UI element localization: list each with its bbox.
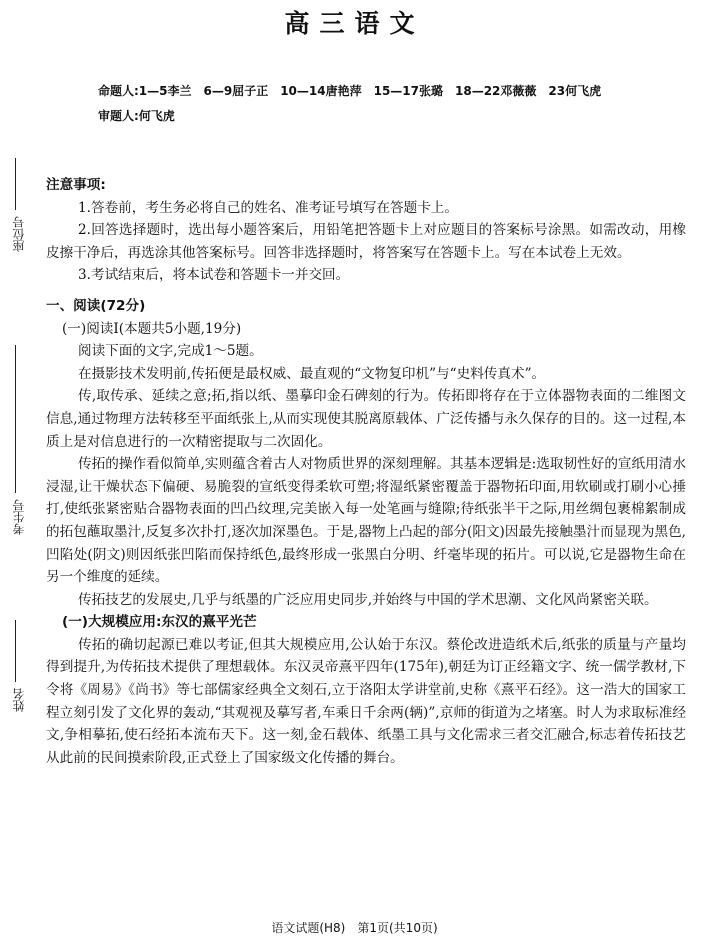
article-paragraph: 传拓技艺的发展史,几乎与纸墨的广泛应用史同步,并始终与中国的学术思潮、文化风尚紧密关联。 <box>78 591 658 608</box>
reading-instruction: 阅读下面的文字,完成1～5题。 <box>78 343 263 360</box>
reading-subtitle: (一)阅读Ⅰ(本题共5小题,19分) <box>62 320 242 337</box>
seat-number-label: 座位号 <box>12 216 26 252</box>
page-footer: 语文试题(H8) 第1页(共10页) <box>271 921 438 935</box>
notice-title: 注意事项: <box>46 177 106 193</box>
authors-line: 命题人:1—5李兰 6—9屈子正 10—14唐艳萍 15—17张璐 18—22邓薇薇 23何飞虎 <box>98 84 602 98</box>
article-paragraph: 在摄影技术发明前,传拓便是最权威、最直观的“文物复印机”与“史料传真术”。 <box>78 365 546 382</box>
article-paragraph: 传拓的确切起源已难以考证,但其大规模应用,公认始于东汉。蔡伦改进造纸术后,纸张的质量与产量均得到提升,为传拓技术提供了理想载体。东汉灵帝熹平四年(175年),朝廷为订正经籍文字、统一儒学教材,下令将《周易》《尚书》等七部儒家经典全文刻石,立于洛阳太学讲堂前,史称《熹平石经》。这一浩大的国家工程立刻引发了文化界的轰动,“其观视及摹写者,车乘日千余两(辆)”,京师的街道为之堵塞。时人为求取标准经文,争相摹拓,使石经拓本流布天下。这一刻,金石载体、纸墨工具与文化需求三者交汇融合,标志着传拓技艺从此前的民间摸索阶段,正式登上了国家级文化传播的舞台。 <box>46 636 686 766</box>
section-title: 一、阅读(72分) <box>46 297 146 314</box>
article-part-title: (一)大规模应用:东汉的熹平光芒 <box>62 614 257 631</box>
article-paragraph: 传拓的操作看似简单,实则蕴含着古人对物质世界的深刻理解。其基本逻辑是:选取韧性好的宣纸用清水浸湿,让干燥状态下偏硬、易脆裂的宣纸变得柔软可塑;将湿纸紧密覆盖于器物拓印面,用软刷或打刷小心捶打,使纸张紧密贴合器物表面的凹凸纹理,完美嵌入每一处笔画与缝隙;待纸张半干之际,用丝绸包裹棉絮制成的拓包蘸取墨汁,反复多次扑打,逐次加深墨色。于是,器物上凸起的部分(阳文)因最先接触墨汁而显现为黑色,凹陷处(阴文)则因纸张凹陷而保持纸色,最终形成一张黑白分明、纤毫毕现的拓片。可以说,它是器物生命在另一个维度的延续。 <box>46 456 686 586</box>
seat-number-rule <box>15 158 16 210</box>
exam-content <box>46 174 686 769</box>
notice-item: 3.考试结束后，将本试卷和答题卡一并交回。 <box>78 267 350 284</box>
exam-number-rule <box>15 345 16 493</box>
exam-number-field <box>4 345 26 545</box>
article-paragraph: 传,取传承、延续之意;拓,指以纸、墨摹印金石碑刻的行为。传拓即将存在于立体器物表面的二维图文信息,通过物理方法转移至平面纸张上,从而实现使其脱离原载体、广泛传播与永久保存的目的。这一过程,本质上是对信息进行的一次精密提取与二次固化。 <box>46 388 686 450</box>
exam-title: 高三语文 <box>284 9 425 38</box>
name-rule <box>15 620 16 682</box>
reviewer-line: 审题人:何飞虎 <box>98 109 175 123</box>
seat-number-field <box>4 158 26 348</box>
notice-item: 1.答卷前，考生务必将自己的姓名、准考证号填写在答题卡上。 <box>78 199 458 216</box>
name-label: 姓名 <box>12 688 26 712</box>
exam-number-label: 考生号 <box>12 499 26 535</box>
notice-item: 2.回答选择题时，选出每小题答案后，用铅笔把答题卡上对应题目的答案标号涂黑。如需改动，用橡皮擦干净后，再选涂其他答案标号。回答非选择题时，将答案写在答题卡上。写在本试卷上无效。 <box>46 222 686 261</box>
name-field <box>4 620 26 730</box>
